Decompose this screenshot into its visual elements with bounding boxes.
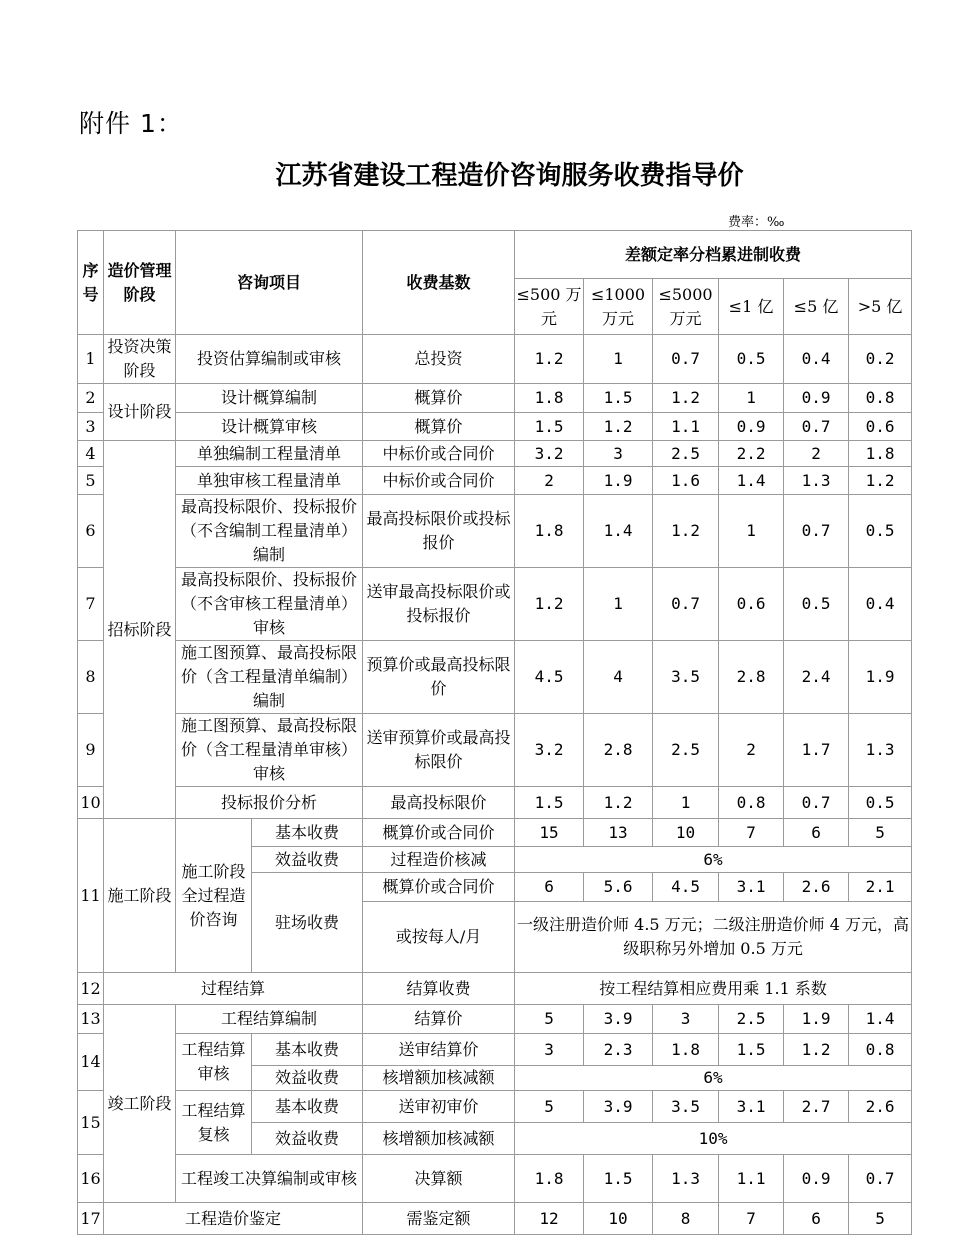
rate-cell: 0.7	[849, 1155, 912, 1203]
item-label: 工程造价鉴定	[104, 1203, 363, 1235]
rate-cell: 1.5	[515, 787, 584, 819]
rate-cell: 7	[719, 819, 784, 847]
table-row	[78, 973, 912, 1005]
page-title: 江苏省建设工程造价咨询服务收费指导价	[275, 161, 744, 191]
row-number: 7	[78, 568, 104, 641]
header-tier: ≤500 万元	[515, 279, 584, 335]
header-basis: 收费基数	[363, 231, 515, 335]
rate-cell: 2.5	[653, 714, 719, 787]
rate-cell: 1	[584, 568, 653, 641]
rate-cell: 2	[719, 714, 784, 787]
row-number: 1	[78, 335, 104, 384]
item-label: 工程竣工决算编制或审核	[176, 1155, 363, 1203]
rate-cell: 1.2	[849, 467, 912, 495]
rate-cell: 3.5	[653, 641, 719, 714]
table-row	[78, 1091, 912, 1123]
rate-cell: 2.5	[653, 441, 719, 467]
header-item: 咨询项目	[176, 231, 363, 335]
header-tier: ≤1000 万元	[584, 279, 653, 335]
rate-cell: 3.1	[719, 873, 784, 902]
rate-cell: 2.4	[784, 641, 849, 714]
rate-cell: 3.9	[584, 1005, 653, 1034]
rate-cell: 1.8	[515, 1155, 584, 1203]
stage-label: 招标阶段	[104, 441, 176, 819]
rate-cell: 6	[784, 1203, 849, 1235]
rate-cell: 1.3	[653, 1155, 719, 1203]
rate-cell: 4.5	[653, 873, 719, 902]
rate-cell: 0.7	[653, 568, 719, 641]
item-label: 过程结算	[104, 973, 363, 1005]
rate-cell: 3.5	[653, 1091, 719, 1123]
basis-label: 需鉴定额	[363, 1203, 515, 1235]
rate-cell: 0.4	[849, 568, 912, 641]
rate-cell: 6	[515, 873, 584, 902]
rate-cell: 0.7	[653, 335, 719, 384]
stage-label: 投资决策阶段	[104, 335, 176, 384]
rate-cell: 1.5	[584, 384, 653, 413]
table-row	[78, 384, 912, 413]
basis-label: 概算价	[363, 413, 515, 441]
row-number: 6	[78, 495, 104, 568]
rate-cell: 3.1	[719, 1091, 784, 1123]
rate-cell: 1.1	[719, 1155, 784, 1203]
rate-cell: 0.2	[849, 335, 912, 384]
stage-label: 设计阶段	[104, 384, 176, 441]
rate-cell: 0.5	[784, 568, 849, 641]
rate-cell: 1.4	[584, 495, 653, 568]
rate-cell: 1.3	[784, 467, 849, 495]
rate-cell: 1.2	[784, 1034, 849, 1066]
table-row	[78, 1155, 912, 1203]
rate-cell: 1	[653, 787, 719, 819]
row-number: 2	[78, 384, 104, 413]
rate-cell: 0.5	[719, 335, 784, 384]
rate-cell: 0.9	[719, 413, 784, 441]
rate-cell: 2.2	[719, 441, 784, 467]
basis-label: 过程造价核减	[363, 847, 515, 873]
basis-label: 结算价	[363, 1005, 515, 1034]
item-label: 施工图预算、最高投标限价（含工程量清单审核）审核	[176, 714, 363, 787]
rate-cell: 4.5	[515, 641, 584, 714]
rate-cell: 2.6	[784, 873, 849, 902]
rate-cell: 1.2	[653, 384, 719, 413]
rate-cell: 0.5	[849, 787, 912, 819]
basis-label: 决算额	[363, 1155, 515, 1203]
rate-cell: 8	[653, 1203, 719, 1235]
rate-cell: 1.8	[653, 1034, 719, 1066]
rate-cell: 1.6	[653, 467, 719, 495]
rate-cell: 3.9	[584, 1091, 653, 1123]
basis-label: 送审预算价或最高投标限价	[363, 714, 515, 787]
rate-cell: 12	[515, 1203, 584, 1235]
header-tier: ≤5000 万元	[653, 279, 719, 335]
item-label: 工程结算编制	[176, 1005, 363, 1034]
fee-table	[77, 230, 912, 1235]
rate-cell: 1.4	[719, 467, 784, 495]
table-row	[78, 568, 912, 641]
rate-cell: 3.2	[515, 441, 584, 467]
flat-rate-cell: 6%	[515, 1066, 912, 1091]
rate-cell: 1.8	[849, 441, 912, 467]
rate-cell: 1.5	[584, 1155, 653, 1203]
fee-type-label: 基本收费	[252, 819, 363, 847]
rate-cell: 0.6	[719, 568, 784, 641]
rate-cell: 2.8	[719, 641, 784, 714]
rate-cell: 0.8	[849, 1034, 912, 1066]
sub-stage-label: 工程结算复核	[176, 1091, 252, 1155]
item-label: 设计概算审核	[176, 413, 363, 441]
row-number: 9	[78, 714, 104, 787]
basis-label: 核增额加核减额	[363, 1066, 515, 1091]
rate-cell: 0.7	[784, 413, 849, 441]
rate-cell: 1.3	[849, 714, 912, 787]
header-seq: 序号	[78, 231, 104, 335]
rate-cell: 1.2	[584, 787, 653, 819]
rate-cell: 0.6	[849, 413, 912, 441]
basis-label: 中标价或合同价	[363, 467, 515, 495]
row-number: 4	[78, 441, 104, 467]
rate-cell: 1.8	[515, 384, 584, 413]
basis-label: 总投资	[363, 335, 515, 384]
item-label: 单独编制工程量清单	[176, 441, 363, 467]
header-tier: >5 亿	[849, 279, 912, 335]
unit-note: 费率：‰	[728, 215, 785, 230]
rate-cell: 0.5	[849, 495, 912, 568]
table-row	[78, 441, 912, 467]
rate-cell: 1.9	[584, 467, 653, 495]
rate-cell: 5	[849, 1203, 912, 1235]
row-number: 16	[78, 1155, 104, 1203]
rate-cell: 3	[653, 1005, 719, 1034]
fee-type-label: 基本收费	[252, 1034, 363, 1066]
rate-cell: 1.2	[515, 568, 584, 641]
fee-type-label: 基本收费	[252, 1091, 363, 1123]
header-tier: ≤1 亿	[719, 279, 784, 335]
header-row	[78, 231, 912, 279]
rate-cell: 2	[515, 467, 584, 495]
rate-cell: 1.7	[784, 714, 849, 787]
rate-cell: 15	[515, 819, 584, 847]
header-stage: 造价管理阶段	[104, 231, 176, 335]
row-number: 15	[78, 1091, 104, 1155]
flat-rate-cell: 6%	[515, 847, 912, 873]
rate-cell: 1	[719, 495, 784, 568]
table-row	[78, 787, 912, 819]
rate-cell: 0.4	[784, 335, 849, 384]
basis-label: 送审最高投标限价或投标报价	[363, 568, 515, 641]
row-number: 12	[78, 973, 104, 1005]
rate-cell: 2.6	[849, 1091, 912, 1123]
rate-cell: 6	[784, 819, 849, 847]
basis-label: 概算价	[363, 384, 515, 413]
basis-label: 最高投标限价	[363, 787, 515, 819]
note-cell: 一级注册造价师 4.5 万元；二级注册造价师 4 万元，高级职称另外增加 0.5 万元	[515, 902, 912, 973]
table-row	[78, 495, 912, 568]
rate-cell: 3	[584, 441, 653, 467]
basis-label: 核增额加核减额	[363, 1123, 515, 1155]
rate-cell: 7	[719, 1203, 784, 1235]
rate-cell: 1.4	[849, 1005, 912, 1034]
row-number: 5	[78, 467, 104, 495]
table-row	[78, 335, 912, 384]
rate-cell: 10	[584, 1203, 653, 1235]
row-number: 13	[78, 1005, 104, 1034]
rate-cell: 1.1	[653, 413, 719, 441]
item-label: 投标报价分析	[176, 787, 363, 819]
row-number: 17	[78, 1203, 104, 1235]
row-number: 8	[78, 641, 104, 714]
item-label: 单独审核工程量清单	[176, 467, 363, 495]
rate-cell: 1.2	[515, 335, 584, 384]
rate-cell: 0.8	[849, 384, 912, 413]
rate-cell: 13	[584, 819, 653, 847]
table-row	[78, 1203, 912, 1235]
attachment-label: 附件 1：	[79, 109, 183, 138]
rate-cell: 2	[784, 441, 849, 467]
item-label: 最高投标限价、投标报价（不含审核工程量清单）审核	[176, 568, 363, 641]
table-row	[78, 641, 912, 714]
rate-cell: 0.7	[784, 495, 849, 568]
rate-cell: 2.8	[584, 714, 653, 787]
row-number: 11	[78, 819, 104, 973]
rate-cell: 3	[515, 1034, 584, 1066]
rate-cell: 1.9	[784, 1005, 849, 1034]
item-label: 最高投标限价、投标报价（不含编制工程量清单）编制	[176, 495, 363, 568]
rate-cell: 0.9	[784, 384, 849, 413]
sub-stage-label: 工程结算审核	[176, 1034, 252, 1091]
rate-cell: 10	[653, 819, 719, 847]
table-row	[78, 1005, 912, 1034]
item-label: 施工图预算、最高投标限价（含工程量清单编制）编制	[176, 641, 363, 714]
table-row	[78, 714, 912, 787]
note-cell: 按工程结算相应费用乘 1.1 系数	[515, 973, 912, 1005]
basis-label: 结算收费	[363, 973, 515, 1005]
flat-rate-cell: 10%	[515, 1123, 912, 1155]
basis-label: 概算价或合同价	[363, 819, 515, 847]
rate-cell: 1.5	[719, 1034, 784, 1066]
stage-label: 竣工阶段	[104, 1005, 176, 1203]
rate-cell: 4	[584, 641, 653, 714]
rate-cell: 2.5	[719, 1005, 784, 1034]
rate-cell: 0.9	[784, 1155, 849, 1203]
fee-type-label: 效益收费	[252, 847, 363, 873]
basis-label: 中标价或合同价	[363, 441, 515, 467]
fee-type-label: 效益收费	[252, 1123, 363, 1155]
rate-cell: 1.9	[849, 641, 912, 714]
rate-cell: 0.7	[784, 787, 849, 819]
row-number: 10	[78, 787, 104, 819]
rate-cell: 2.7	[784, 1091, 849, 1123]
row-number: 3	[78, 413, 104, 441]
table-row	[78, 1034, 912, 1066]
item-label: 设计概算编制	[176, 384, 363, 413]
rate-cell: 3.2	[515, 714, 584, 787]
row-number: 14	[78, 1034, 104, 1091]
stage-label: 施工阶段	[104, 819, 176, 973]
rate-cell: 1.5	[515, 413, 584, 441]
basis-label: 概算价或合同价	[363, 873, 515, 902]
rate-cell: 5.6	[584, 873, 653, 902]
basis-label: 最高投标限价或投标报价	[363, 495, 515, 568]
rate-cell: 5	[849, 819, 912, 847]
basis-label: 送审结算价	[363, 1034, 515, 1066]
header-tier: ≤5 亿	[784, 279, 849, 335]
rate-cell: 5	[515, 1091, 584, 1123]
basis-label: 或按每人/月	[363, 902, 515, 973]
fee-type-label: 驻场收费	[252, 873, 363, 973]
rate-cell: 1.8	[515, 495, 584, 568]
rate-cell: 1.2	[584, 413, 653, 441]
rate-cell: 2.1	[849, 873, 912, 902]
rate-cell: 1.2	[653, 495, 719, 568]
rate-cell: 1	[719, 384, 784, 413]
table-row	[78, 467, 912, 495]
sub-stage-label: 施工阶段全过程造价咨询	[176, 819, 252, 973]
fee-type-label: 效益收费	[252, 1066, 363, 1091]
rate-cell: 5	[515, 1005, 584, 1034]
basis-label: 送审初审价	[363, 1091, 515, 1123]
basis-label: 预算价或最高投标限价	[363, 641, 515, 714]
rate-cell: 0.8	[719, 787, 784, 819]
table-row	[78, 819, 912, 847]
item-label: 投资估算编制或审核	[176, 335, 363, 384]
rate-cell: 2.3	[584, 1034, 653, 1066]
rate-cell: 1	[584, 335, 653, 384]
header-tier-group: 差额定率分档累进制收费	[515, 231, 912, 279]
table-row	[78, 413, 912, 441]
